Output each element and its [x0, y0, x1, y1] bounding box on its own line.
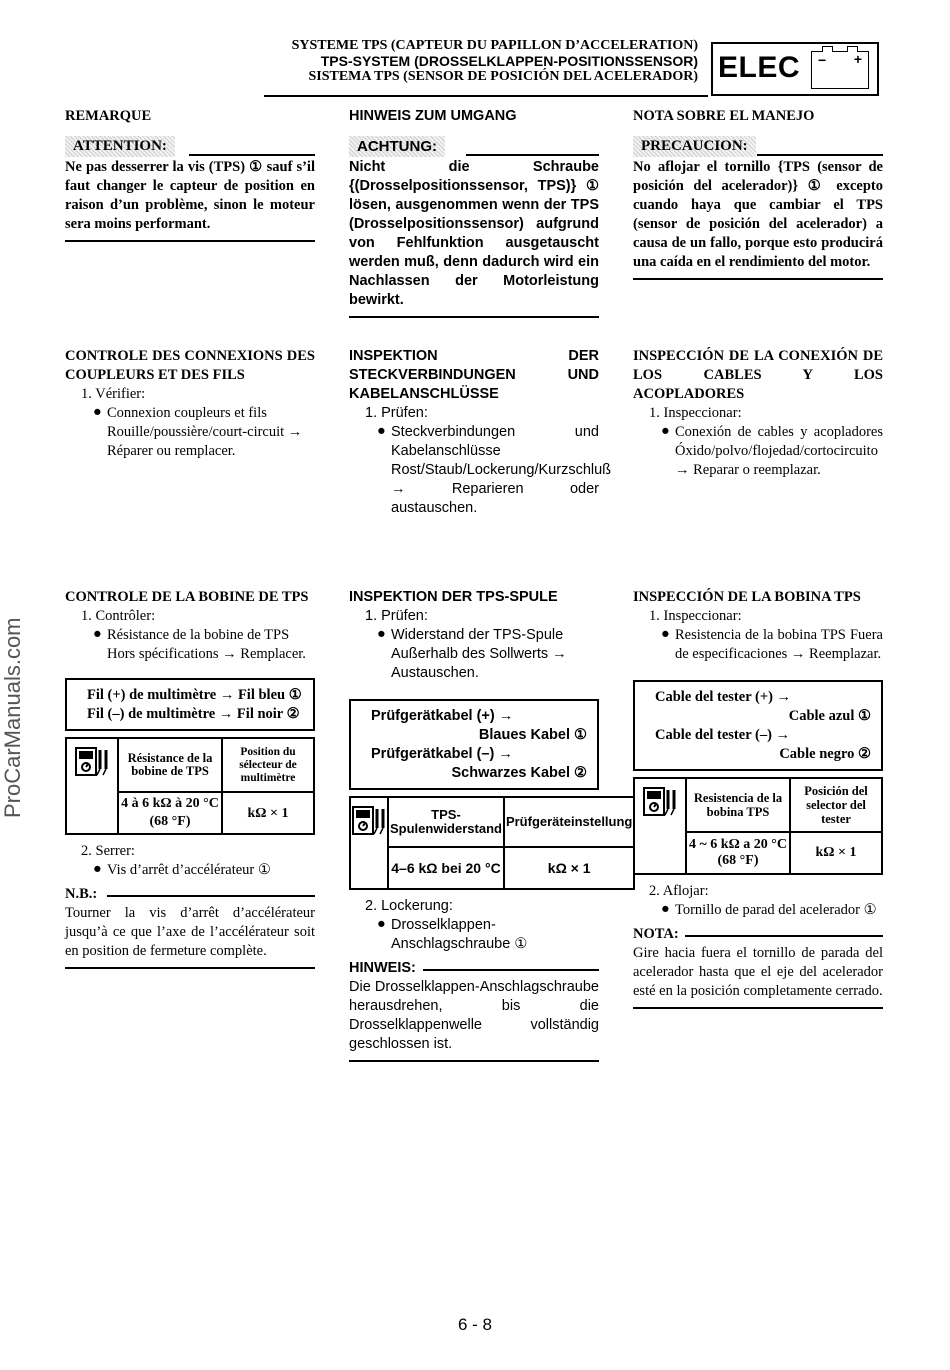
step: 2. Serrer:	[81, 843, 135, 859]
spec-table	[633, 777, 883, 875]
header-line-fr: SYSTEME TPS (CAPTEUR DU PAPILLON D’ACCELERATION)	[291, 38, 698, 53]
caution-text: Ne pas desserrer la vis (TPS) ① sauf s’il faut changer le capteur de position en raison d’un problème, sinon le moteur sera moins performant.	[65, 159, 315, 232]
wire-line-negative-a: Prüfgerätkabel (–) →	[371, 746, 513, 762]
step: 2. Lockerung:	[365, 898, 453, 914]
note-heading: HINWEIS ZUM UMGANG	[349, 108, 517, 124]
section-heading: CONTROLE DE LA BOBINE DE TPS	[65, 589, 309, 605]
section-badge-label: ELEC	[718, 51, 801, 84]
section-connections-fr	[65, 347, 315, 461]
section-heading: CONTROLE DES CONNEXIONS DES COUPLEURS ET DES FILS	[65, 348, 315, 383]
caution-header	[65, 136, 315, 158]
step: 1. Prüfen:	[365, 405, 428, 421]
wire-spec-box	[349, 699, 599, 790]
nb-rule	[349, 1060, 599, 1062]
wire-line-negative-a: Cable del tester (–) →	[655, 727, 791, 743]
caution-label: ACHTUNG:	[349, 136, 445, 157]
spec-value-resistance: 4 à 6 kΩ à 20 °C (68 °F)	[118, 792, 222, 834]
wire-line-positive-a: Cable del tester (+) →	[655, 689, 792, 705]
section-heading: INSPECCIÓN DE LA CONEXIÓN DE LOS CABLES Y LOS ACOPLADORES	[633, 348, 883, 402]
caution-label: ATTENTION:	[65, 136, 175, 157]
spec-value-selector: kΩ × 1	[790, 832, 882, 874]
section-heading: INSPECCIÓN DE LA BOBINA TPS	[633, 589, 861, 605]
step: 1. Prüfen:	[365, 608, 428, 624]
note-heading: REMARQUE	[65, 108, 152, 124]
step: 1. Inspeccionar:	[649, 608, 742, 624]
header-line-de: TPS-SYSTEM (DROSSELKLAPPEN-POSITIONSSENSOR)	[320, 52, 698, 69]
wire-line-positive: Fil (+) de multimètre → Fil bleu ①	[87, 687, 302, 703]
wire-spec-box	[65, 678, 315, 731]
caution-header	[633, 136, 883, 158]
bullet-item: ● Tornillo de parad del acelerador ①	[661, 901, 877, 918]
battery-icon: − +	[811, 51, 869, 89]
caution-rule	[633, 278, 883, 280]
page-header-title	[292, 38, 698, 85]
step: 1. Vérifier:	[81, 386, 146, 402]
bullet-item: ● Vis d’arrêt d’accélérateur ①	[93, 861, 271, 878]
caution-rule	[65, 240, 315, 242]
bullet-item: ● Steckverbindungen und Kabelanschlüsse Rost/Staub/Lockerung/Kurzschluß → Reparieren oder austauschen.	[377, 423, 612, 516]
nb-text: Tourner la vis d’arrêt d’accélérateur jusqu’à ce que l’axe de l’accélérateur soit en position de fermeture complète.	[65, 905, 315, 959]
section-coil-es	[633, 588, 883, 1009]
wire-spec-box	[633, 680, 883, 771]
section-coil-de	[349, 588, 633, 1062]
nb-label: N.B.:	[65, 886, 98, 902]
spec-header-resistance: Résistance de la bobine de TPS	[118, 738, 222, 792]
wire-line-negative-b: Cable negro ②	[779, 746, 871, 762]
multimeter-icon	[66, 738, 118, 834]
nb-text: Die Drosselklappen-Anschlagschraube herausdrehen, bis die Drosselklappenwelle vollständig geschlossen ist.	[349, 979, 599, 1052]
caution-label: PRECAUCION:	[633, 136, 756, 157]
nb-header	[633, 925, 883, 944]
section-connections-de	[349, 347, 612, 518]
spec-table	[65, 737, 315, 835]
spec-header-selector: Posición del selector del tester	[790, 778, 882, 832]
step: 2. Aflojar:	[649, 883, 709, 899]
nb-header	[65, 885, 315, 904]
bullet-item: ● Conexión de cables y acopladores Óxido/polvo/flojedad/cortocircuito → Reparar o reemplazar.	[661, 423, 883, 478]
wire-line-positive-b: Cable azul ①	[788, 708, 871, 724]
watermark-text: ProCarManuals.com	[0, 617, 25, 818]
spec-value-selector: kΩ × 1	[504, 847, 634, 889]
wire-line-negative-b: Schwarzes Kabel ②	[451, 765, 587, 781]
spec-header-selector: Position du sélecteur de multimètre	[222, 738, 314, 792]
caution-text: Nicht die Schraube {(Drosselpositionssensor, TPS)} ① lösen, ausgenommen wenn der TPS (Drosselpositionssensor) aufgrund von Fehlfunktion ausgetauscht werden muß, denn dadurch wird ein Nachlassen der Motorleistung bewirkt.	[349, 159, 599, 308]
caution-text: No aflojar el tornillo {TPS (sensor de posición del acelerador)} ① excepto cuando haya que cambiar el TPS (sensor de posición del acelerador) a causa de un fallo, porque esto producirá una caída en el rendimiento del motor.	[633, 159, 883, 270]
column-de	[349, 107, 599, 318]
spec-value-resistance: 4 ~ 6 kΩ a 20 °C (68 °F)	[686, 832, 790, 874]
watermark-sidebar	[0, 560, 28, 820]
note-heading: NOTA SOBRE EL MANEJO	[633, 108, 815, 124]
section-heading: INSPEKTION DER STECKVERBINDUNGEN UND KABELANSCHLÜSSE	[349, 348, 599, 402]
bullet-item: ● Resistencia de la bobina TPS Fuera de especificaciones → Reemplazar.	[661, 626, 883, 662]
multimeter-icon	[634, 778, 686, 874]
multimeter-icon	[350, 797, 388, 889]
wire-line-negative: Fil (–) de multimètre → Fil noir ②	[87, 706, 300, 722]
spec-table	[349, 796, 635, 890]
section-connections-es	[633, 347, 883, 480]
header-rule	[264, 95, 708, 97]
nb-rule	[633, 1007, 883, 1009]
column-es	[633, 107, 883, 280]
section-coil-fr	[65, 588, 315, 969]
bullet-item: ● Connexion coupleurs et fils Rouille/poussière/court-circuit → Réparer ou remplacer.	[93, 404, 303, 459]
bullet-item: ● Résistance de la bobine de TPS Hors spécifications → Remplacer.	[93, 626, 306, 662]
bullet-item: ● Drosselklappen-Anschlagschraube ①	[377, 916, 528, 952]
wire-line-positive-a: Prüfgerätkabel (+) →	[371, 708, 514, 724]
spec-value-resistance: 4–6 kΩ bei 20 °C	[388, 847, 504, 889]
section-heading: INSPEKTION DER TPS-SPULE	[349, 589, 558, 605]
bullet-item: ● Widerstand der TPS-Spule Außerhalb des Sollwerts → Austauschen.	[377, 626, 567, 681]
step: 1. Contrôler:	[81, 608, 156, 624]
nb-header	[349, 959, 599, 978]
nb-text: Gire hacia fuera el tornillo de parada del acelerador hasta que el eje del acelerador esté en la posición completamente cerrado.	[633, 945, 883, 999]
page-number: 6 - 8	[457, 1315, 493, 1334]
nb-rule	[65, 967, 315, 969]
caution-rule	[349, 316, 599, 318]
spec-header-resistance: TPS-Spulenwiderstand	[388, 797, 504, 847]
header-line-es: SISTEMA TPS (SENSOR DE POSICIÓN DEL ACELERADOR)	[308, 69, 698, 84]
wire-line-positive-b: Blaues Kabel ①	[478, 727, 587, 743]
section-badge	[711, 42, 879, 96]
spec-header-resistance: Resistencia de la bobina TPS	[686, 778, 790, 832]
column-fr	[65, 107, 315, 242]
spec-header-selector: Prüfgeräteinstellung	[504, 797, 634, 847]
nb-label: HINWEIS:	[349, 960, 416, 976]
spec-value-selector: kΩ × 1	[222, 792, 314, 834]
nb-label: NOTA:	[633, 926, 679, 942]
caution-header	[349, 136, 599, 158]
step: 1. Inspeccionar:	[649, 405, 742, 421]
